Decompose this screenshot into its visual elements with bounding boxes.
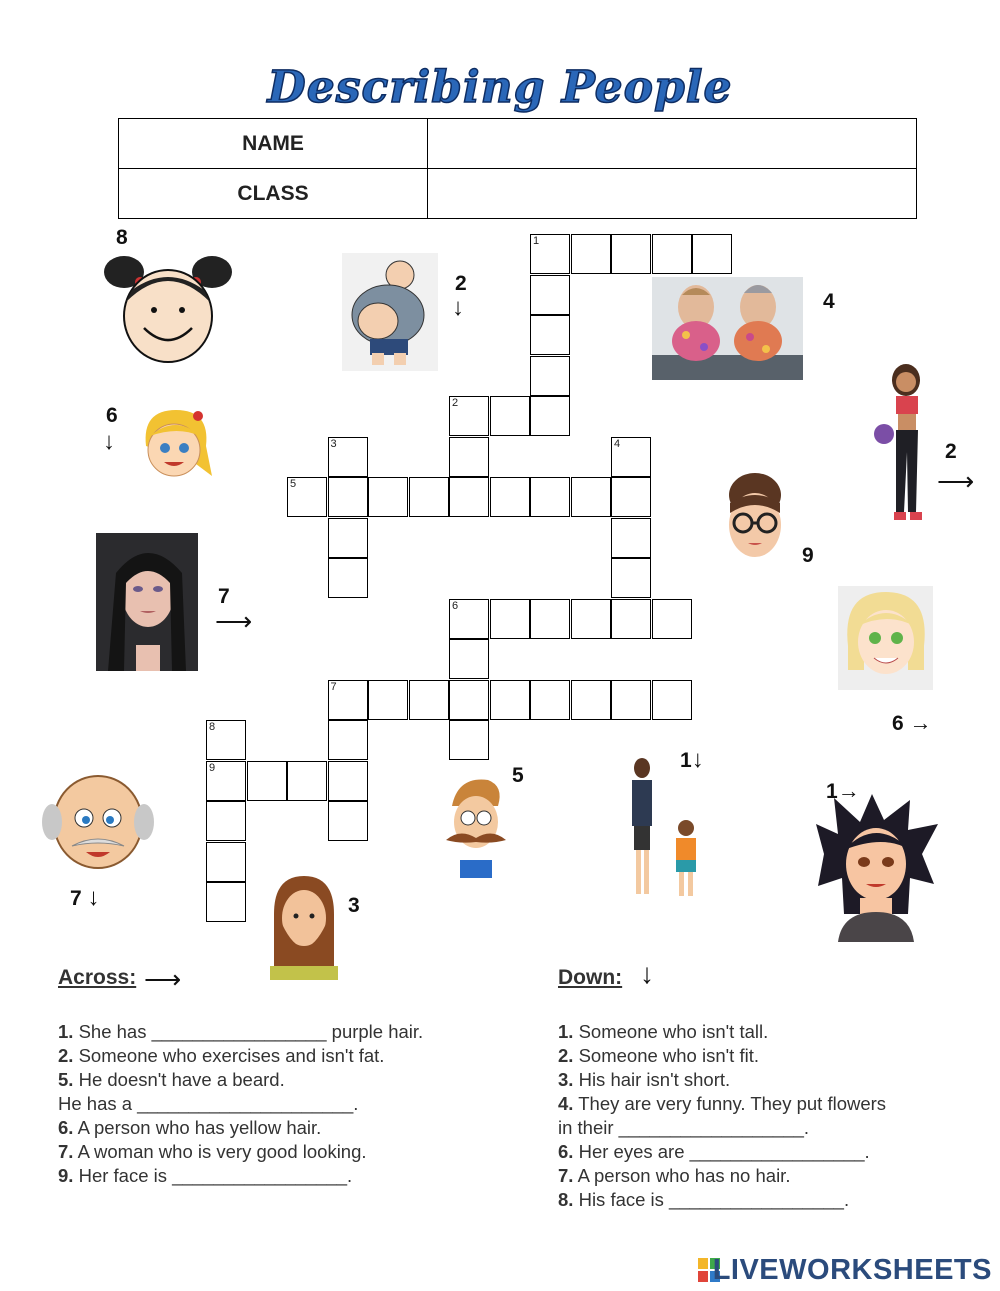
across-clue: 2. Someone who exercises and isn't fat. — [58, 1045, 385, 1066]
crossword-cell[interactable] — [449, 477, 489, 517]
crossword-letter-input[interactable] — [450, 397, 488, 435]
crossword-cell[interactable] — [652, 599, 692, 639]
down-clue: 4. They are very funny. They put flowers — [558, 1093, 887, 1114]
down-clue: 6. Her eyes are _________________. — [558, 1141, 870, 1162]
crossword-cell[interactable] — [490, 396, 530, 436]
crossword-cell[interactable] — [328, 801, 368, 841]
crossword-cell[interactable] — [530, 234, 570, 274]
label-blonde-girl: 6 — [106, 404, 118, 427]
crossword-cell[interactable] — [328, 477, 368, 517]
label-short-kid: 1↓ — [680, 746, 704, 773]
crossword-cell[interactable] — [449, 437, 489, 477]
right-arrow-icon: ⟶ — [215, 606, 253, 636]
label-mustache-man: 5 — [512, 764, 524, 787]
crossword-letter-input[interactable] — [329, 762, 367, 800]
crossword-clue-number: 2 — [452, 397, 459, 409]
down-arrow-icon: ↓ — [103, 428, 115, 455]
crossword-cell[interactable] — [287, 477, 327, 517]
crossword-cell[interactable] — [368, 477, 408, 517]
crossword-letter-input[interactable] — [329, 519, 367, 557]
crossword-cell[interactable] — [328, 518, 368, 558]
long-hair-man-picture — [266, 874, 342, 980]
crossword-letter-input[interactable] — [531, 276, 569, 314]
bald-man-picture — [42, 770, 154, 874]
crossword-cell[interactable] — [611, 518, 651, 558]
girl-pigtails-picture — [100, 250, 236, 366]
crossword-letter-input[interactable] — [329, 721, 367, 759]
down-arrow-icon: ↓ — [691, 746, 704, 773]
crossword-letter-input[interactable] — [450, 721, 488, 759]
label-fat-man: 2 — [455, 272, 467, 295]
crossword-letter-input[interactable] — [572, 600, 610, 638]
crossword-cell[interactable] — [328, 761, 368, 801]
green-eyes-girl-picture — [838, 586, 933, 690]
page-title: Describing People — [267, 62, 733, 113]
crossword-cell[interactable] — [206, 720, 246, 760]
beards-flowers-picture — [652, 277, 803, 380]
crossword-letter-input[interactable] — [450, 478, 488, 516]
glasses-woman-picture — [722, 473, 788, 569]
crossword-cell[interactable] — [287, 761, 327, 801]
crossword-cell[interactable] — [611, 599, 651, 639]
crossword-cell[interactable] — [571, 477, 611, 517]
crossword-cell[interactable] — [530, 396, 570, 436]
crossword-letter-input[interactable] — [207, 721, 245, 759]
crossword-letter-input[interactable] — [329, 559, 367, 597]
crossword-letter-input[interactable] — [207, 883, 245, 921]
crossword-cell[interactable] — [206, 761, 246, 801]
crossword-clue-number: 9 — [209, 761, 216, 774]
crossword-letter-input[interactable] — [531, 681, 569, 719]
crossword-letter-input[interactable] — [207, 802, 245, 840]
right-arrow-icon: → — [909, 710, 932, 735]
across-clue: 5. He doesn't have a beard. — [58, 1069, 285, 1090]
crossword-letter-input[interactable] — [288, 762, 326, 800]
crossword-letter-input[interactable] — [612, 559, 650, 597]
crossword-cell[interactable] — [530, 599, 570, 639]
right-arrow-icon: ⟶ — [937, 466, 975, 496]
down-arrow-icon: ↓ — [87, 884, 100, 911]
crossword-letter-input[interactable] — [450, 681, 488, 719]
crossword-letter-input[interactable] — [329, 438, 367, 476]
blonde-girl-picture — [138, 406, 214, 486]
short-kid-picture — [624, 756, 708, 904]
crossword-letter-input[interactable] — [531, 357, 569, 395]
down-clue: 8. His face is _________________. — [558, 1189, 850, 1210]
sporty-woman-picture — [872, 362, 936, 526]
crossword-cell[interactable] — [409, 477, 449, 517]
crossword-letter-input[interactable] — [207, 843, 245, 881]
label-beautiful-woman: 7 — [218, 585, 230, 608]
crossword-cell[interactable] — [490, 477, 530, 517]
crossword-letter-input[interactable] — [450, 438, 488, 476]
crossword-letter-input[interactable] — [329, 478, 367, 516]
crossword-cell[interactable] — [206, 882, 246, 922]
crossword-cell[interactable] — [449, 396, 489, 436]
crossword-letter-input[interactable] — [612, 600, 650, 638]
crossword-letter-input[interactable] — [369, 478, 407, 516]
label-purple-hair: 1→ — [826, 778, 860, 803]
crossword-letter-input[interactable] — [572, 478, 610, 516]
down-arrow-icon: ↓ — [640, 958, 654, 989]
across-clue: 7. A woman who is very good looking. — [58, 1141, 367, 1162]
crossword-cell[interactable] — [530, 315, 570, 355]
crossword-clue-number: 5 — [290, 478, 297, 490]
crossword-cell[interactable] — [449, 680, 489, 720]
student-info-table — [118, 118, 917, 219]
crossword-letter-input[interactable] — [612, 681, 650, 719]
crossword-cell[interactable] — [571, 234, 611, 274]
crossword-cell[interactable] — [206, 801, 246, 841]
crossword-cell[interactable] — [409, 680, 449, 720]
crossword-letter-input[interactable] — [410, 681, 448, 719]
across-heading: Across: — [58, 966, 137, 989]
right-arrow-icon: → — [837, 778, 860, 803]
name-label: NAME — [119, 119, 428, 169]
label-beards-flowers: 4 — [823, 290, 835, 313]
crossword-letter-input[interactable] — [653, 681, 691, 719]
down-clue: 3. His hair isn't short. — [558, 1069, 731, 1090]
crossword-cell[interactable] — [530, 477, 570, 517]
class-label: CLASS — [119, 169, 428, 219]
crossword-letter-input[interactable] — [612, 438, 650, 476]
crossword-cell[interactable] — [449, 639, 489, 679]
label-bald-man: 7 ↓ — [70, 884, 100, 911]
crossword-cell[interactable] — [490, 599, 530, 639]
beautiful-woman-picture — [96, 533, 198, 671]
crossword-cell[interactable] — [530, 356, 570, 396]
crossword-cell[interactable] — [206, 842, 246, 882]
down-clue: 1. Someone who isn't tall. — [558, 1021, 769, 1042]
crossword-clue-number: 6 — [452, 599, 459, 612]
crossword-letter-input[interactable] — [450, 640, 488, 678]
crossword-letter-input[interactable] — [653, 600, 691, 638]
crossword-letter-input[interactable] — [653, 235, 691, 273]
crossword-letter-input[interactable] — [329, 802, 367, 840]
crossword-letter-input[interactable] — [612, 235, 650, 273]
across-clue: He has a _____________________. — [58, 1093, 359, 1114]
crossword-cell[interactable] — [571, 680, 611, 720]
crossword-clue-number: 4 — [614, 437, 621, 450]
right-arrow-icon: ⟶ — [144, 964, 182, 994]
crossword-cell[interactable] — [611, 437, 651, 477]
label-sporty-woman: 2 — [945, 440, 957, 463]
crossword-cell[interactable] — [328, 720, 368, 760]
crossword-letter-input[interactable] — [491, 600, 529, 638]
crossword-clue-number: 7 — [330, 680, 337, 693]
crossword-cell[interactable] — [490, 680, 530, 720]
label-green-eyes-girl: 6 → — [892, 710, 932, 735]
crossword-letter-input[interactable] — [531, 235, 569, 273]
mustache-man-picture — [438, 776, 514, 882]
crossword-clue-number: 3 — [330, 437, 337, 450]
crossword-cell[interactable] — [611, 680, 651, 720]
crossword-cell[interactable] — [611, 234, 651, 274]
crossword-letter-input[interactable] — [572, 235, 610, 273]
crossword-clue-number: 8 — [209, 721, 216, 733]
crossword-cell[interactable] — [652, 680, 692, 720]
crossword-letter-input[interactable] — [491, 681, 529, 719]
crossword-letter-input[interactable] — [491, 478, 529, 516]
crossword-letter-input[interactable] — [531, 600, 569, 638]
crossword-letter-input[interactable] — [531, 397, 569, 435]
crossword-letter-input[interactable] — [531, 478, 569, 516]
name-field[interactable] — [428, 119, 917, 169]
crossword-letter-input[interactable] — [612, 478, 650, 516]
crossword-cell[interactable] — [571, 599, 611, 639]
class-field[interactable] — [428, 169, 917, 219]
label-girl-pigtails: 8 — [116, 226, 128, 249]
crossword-cell[interactable] — [611, 477, 651, 517]
across-clue: 6. A person who has yellow hair. — [58, 1117, 322, 1138]
crossword-cell[interactable] — [368, 680, 408, 720]
across-clue: 1. She has _________________ purple hair. — [58, 1021, 424, 1042]
down-arrow-icon: ↓ — [452, 294, 464, 321]
crossword-cell[interactable] — [530, 680, 570, 720]
crossword-cell[interactable] — [530, 275, 570, 315]
crossword-cell[interactable] — [328, 680, 368, 720]
down-clue: 7. A person who has no hair. — [558, 1165, 791, 1186]
crossword-cell[interactable] — [449, 720, 489, 760]
crossword-letter-input[interactable] — [531, 316, 569, 354]
label-glasses-woman: 9 — [802, 544, 814, 567]
liveworksheets-logo: LIVEWORKSHEETS — [712, 1254, 992, 1286]
crossword-cell[interactable] — [328, 558, 368, 598]
crossword-letter-input[interactable] — [207, 762, 245, 800]
fat-man-picture — [342, 253, 438, 371]
crossword-letter-input[interactable] — [693, 235, 731, 273]
crossword-letter-input[interactable] — [612, 519, 650, 557]
crossword-letter-input[interactable] — [410, 478, 448, 516]
down-clue: in their __________________. — [558, 1117, 810, 1138]
crossword-cell[interactable] — [652, 234, 692, 274]
crossword-cell[interactable] — [247, 761, 287, 801]
crossword-letter-input[interactable] — [450, 600, 488, 638]
down-heading: Down: — [558, 966, 623, 989]
crossword-letter-input[interactable] — [491, 397, 529, 435]
crossword-letter-input[interactable] — [288, 478, 326, 516]
crossword-clue-number: 1 — [533, 235, 540, 247]
label-long-hair-man: 3 — [348, 894, 360, 917]
purple-hair-woman-picture — [814, 794, 940, 942]
crossword-cell[interactable] — [611, 558, 651, 598]
crossword-cell[interactable] — [692, 234, 732, 274]
crossword-cell[interactable] — [449, 599, 489, 639]
crossword-letter-input[interactable] — [248, 762, 286, 800]
crossword-letter-input[interactable] — [369, 681, 407, 719]
down-clue: 2. Someone who isn't fit. — [558, 1045, 759, 1066]
across-clue: 9. Her face is _________________. — [58, 1165, 353, 1186]
crossword-letter-input[interactable] — [329, 681, 367, 719]
crossword-cell[interactable] — [328, 437, 368, 477]
crossword-letter-input[interactable] — [572, 681, 610, 719]
